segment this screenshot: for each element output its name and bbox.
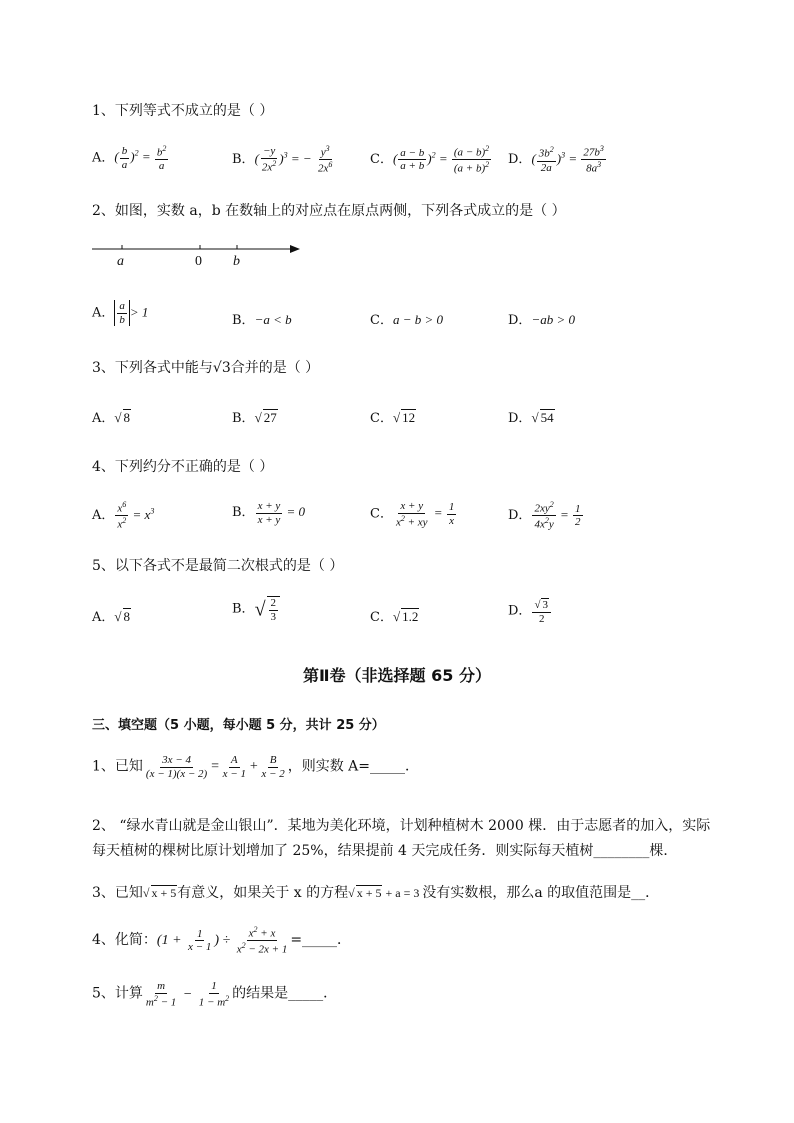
- number-line-label-b: b: [233, 254, 240, 269]
- fill-in-1-suffix: ，则实数 A=_____．: [287, 758, 420, 775]
- fill-in-1: 1、已知 $\frac{3x - 4}{(x - 1)(x - 2)}$ = $\frac{A}{x - 1}$ + $\frac{B}{x - 2}$ ，则实数 A=_____．: [92, 754, 420, 780]
- fill-in-1-prefix: 1、已知: [92, 758, 143, 775]
- q5-option-c[interactable]: C．√ 1.2: [370, 609, 419, 625]
- option-letter: A．: [92, 411, 115, 426]
- q5-option-a[interactable]: A．√ 8: [92, 609, 131, 625]
- option-letter: C．: [370, 610, 393, 625]
- question-4-stem: 4、下列约分不正确的是（ ）: [92, 459, 274, 475]
- option-letter: D．: [508, 603, 532, 619]
- question-5-stem: 5、以下各式不是最简二次根式的是（ ）: [92, 558, 344, 574]
- option-letter: C．: [370, 151, 393, 167]
- q3-option-c[interactable]: C．√ 12: [370, 410, 416, 426]
- q1-option-b[interactable]: B．( $\frac{-y}{2x^2}$ )$^3$ = − $\frac{y^3}{2x^6}$: [232, 144, 333, 175]
- q2-option-c-text: a − b > 0: [392, 312, 443, 327]
- option-letter: D．: [508, 313, 532, 328]
- q4-option-a[interactable]: A． $\frac{x^6}{x^2}$ = $x^3$: [92, 500, 155, 531]
- q3-option-d[interactable]: D．√ 54: [508, 410, 554, 426]
- question-2-stem: 2、如图，实数 a，b 在数轴上的对应点在原点两侧，下列各式成立的是（ ）: [92, 203, 566, 219]
- q2-option-a-text: > 1: [129, 304, 149, 320]
- fill-in-3-middle: 有意义，如果关于 x 的方程: [177, 885, 349, 901]
- q4-option-d[interactable]: D． $\frac{2xy^2}{4x^2y}$ = $\frac{1}{2}$: [508, 500, 581, 531]
- option-letter: A．: [92, 610, 115, 625]
- fill-in-heading: 三、填空题（5 小题，每小题 5 分，共计 25 分）: [92, 718, 385, 733]
- q2-option-a[interactable]: A． $\frac{a}{b}$ > 1: [92, 300, 149, 326]
- number-line-label-zero: 0: [195, 254, 202, 269]
- option-letter: C．: [370, 506, 393, 522]
- fill-in-5-suffix: 的结果是_____．: [232, 985, 338, 1002]
- section-ii-title: 第Ⅱ卷（非选择题 65 分）: [303, 666, 491, 685]
- q2-option-b-text: −a < b: [254, 312, 292, 327]
- q4-option-b[interactable]: B． $\frac{x + y}{x + y}$ = 0: [232, 500, 306, 526]
- fill-in-3: 3、已知√ x + 5有意义，如果关于 x 的方程√ x + 5 + a = 3 没有实数根，那么a 的取值范围是__．: [92, 885, 660, 901]
- option-letter: B．: [232, 151, 255, 167]
- question-1-stem: 1、下列等式不成立的是（ ）: [92, 103, 274, 119]
- option-letter: B．: [232, 411, 255, 426]
- option-letter: B．: [232, 313, 255, 328]
- q1-option-c[interactable]: C．( $\frac{a - b}{a + b}$ )$^2$ = $\frac{(a - b)^2}{(a + b)^2}$: [370, 144, 490, 175]
- q3-option-b[interactable]: B．√ 27: [232, 410, 277, 426]
- option-letter: A．: [92, 150, 115, 166]
- q5-option-d[interactable]: D． $\frac{√ 3}{2}$: [508, 598, 552, 625]
- fill-in-3-prefix: 3、已知: [92, 885, 143, 901]
- q2-option-b[interactable]: [232, 309, 292, 328]
- option-letter: D．: [508, 507, 532, 523]
- option-letter: A．: [92, 507, 115, 523]
- option-letter: A．: [92, 305, 115, 321]
- fill-in-3-suffix: 没有实数根，那么a 的取值范围是__．: [422, 885, 660, 901]
- fill-in-5: 5、计算 $\frac{m}{m^2 - 1}$ − $\frac{1}{1 - m^2}$ 的结果是_____．: [92, 980, 338, 1009]
- fill-in-4-suffix: =_____．: [290, 932, 352, 949]
- q2-option-d-text: −ab > 0: [531, 312, 575, 327]
- option-letter: B．: [232, 505, 255, 521]
- option-letter: D．: [508, 411, 532, 426]
- option-letter: C．: [370, 313, 393, 328]
- option-letter: D．: [508, 151, 532, 167]
- number-line-label-a: a: [117, 254, 124, 269]
- fill-in-2-line-1: 2、 “绿水青山就是金山银山”．某地为美化环境，计划种植树木 2000 棵．由于志愿者的加入，实际: [92, 818, 711, 834]
- option-letter: C．: [370, 411, 393, 426]
- option-letter: B．: [232, 601, 255, 617]
- fill-in-2-line-2: 每天植树的棵树比原计划增加了 25%，结果提前 4 天完成任务．则实际每天植树________棵．: [92, 843, 678, 859]
- q5-option-b[interactable]: B．√ $\frac{2}{3}$: [232, 596, 280, 623]
- q1-option-a[interactable]: A．( $\frac{b}{a}$ )$^2$ = $\frac{b^2}{a}$: [92, 144, 167, 173]
- q3-option-a[interactable]: A．√ 8: [92, 410, 131, 426]
- fill-in-4-prefix: 4、化简：: [92, 932, 157, 949]
- fill-in-5-prefix: 5、计算: [92, 985, 143, 1002]
- q2-option-d[interactable]: [508, 309, 575, 328]
- q2-option-c[interactable]: [370, 309, 443, 328]
- q4-option-c[interactable]: C． $\frac{x + y}{x^2 + xy}$ = $\frac{1}{x}$: [370, 500, 455, 529]
- question-3-stem: 3、下列各式中能与√3合并的是（ ）: [92, 360, 320, 376]
- q1-option-d[interactable]: D．( $\frac{3b^2}{2a}$ )$^3$ = $\frac{27b^3}{8a^3}$: [508, 144, 604, 175]
- fill-in-4: 4、化简：(1 + $\frac{1}{x - 1}$ ) ÷ $\frac{x^2 + x}{x^2 - 2x + 1}$ =_____．: [92, 925, 352, 956]
